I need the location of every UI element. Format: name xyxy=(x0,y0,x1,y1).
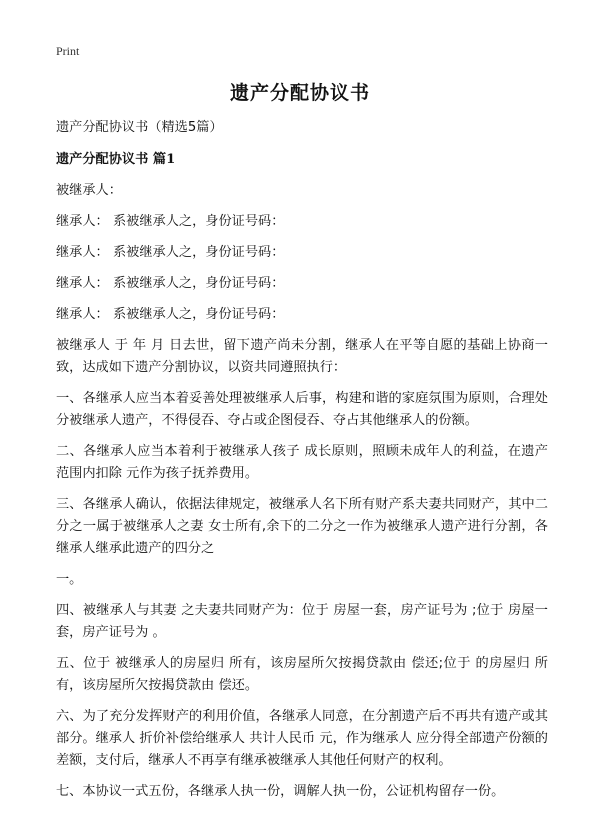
clause-5: 五、位于 被继承人的房屋归 所有，该房屋所欠按揭贷款由 偿还;位于 的房屋归 所有，该房屋所欠按揭贷款由 偿还。 xyxy=(56,656,548,693)
heir-line-2: 继承人： 系被继承人之，身份证号码： xyxy=(56,245,285,260)
preamble-paragraph: 被继承人 于 年 月 日去世，留下遗产尚未分割，继承人在平等自愿的基础上协商一致，达成如下遗产分割协议，以资共同遵照执行： xyxy=(56,338,548,375)
clause-4: 四、被继承人与其妻 之夫妻共同财产为：位于 房屋一套，房产证号为 ;位于 房屋一套，房产证号为 。 xyxy=(56,603,548,640)
clause-3: 三、各继承人确认，依据法律规定，被继承人名下所有财产系夫妻共同财产，其中二分之一属于被继承人之妻 女士所有,余下的二分之一作为被继承人遗产进行分割，各继承人继承此遗产的四分之 xyxy=(56,497,548,556)
deceased-line: 被继承人： xyxy=(56,183,122,198)
clause-7: 七、本协议一式五份，各继承人执一份，调解人执一份，公证机构留存一份。 xyxy=(56,784,505,799)
heir-line-3: 继承人： 系被继承人之，身份证号码： xyxy=(56,276,285,291)
section-heading: 遗产分配协议书 篇1 xyxy=(56,152,176,167)
clause-1: 一、各继承人应当本着妥善处理被继承人后事，构建和谐的家庭氛围为原则，合理处分被继承人遗产，不得侵吞、夺占或企图侵吞、夺占其他继承人的份额。 xyxy=(56,391,548,428)
heir-line-4: 继承人： 系被继承人之，身份证号码： xyxy=(56,307,285,322)
document-title: 遗产分配协议书 xyxy=(229,82,370,104)
document-body xyxy=(56,117,548,812)
clause-3-continuation: 一。 xyxy=(56,572,83,587)
clause-6: 六、为了充分发挥财产的利用价值，各继承人同意，在分割遗产后不再共有遗产或其部分。继承人 折价补偿给继承人 共计人民币 元，作为继承人 应分得全部遗产份额的差额，支付后，继承人不再享有继承被继承人其他任何财产的权利。 xyxy=(56,709,548,768)
heir-line-1: 继承人： 系被继承人之，身份证号码： xyxy=(56,214,285,229)
document-subtitle: 遗产分配协议书（精选5篇） xyxy=(56,120,223,135)
clause-2: 二、各继承人应当本着利于被继承人孩子 成长原则，照顾未成年人的利益，在遗产范围内扣除 元作为孩子抚养费用。 xyxy=(56,444,548,481)
print-label: Print xyxy=(56,44,80,58)
